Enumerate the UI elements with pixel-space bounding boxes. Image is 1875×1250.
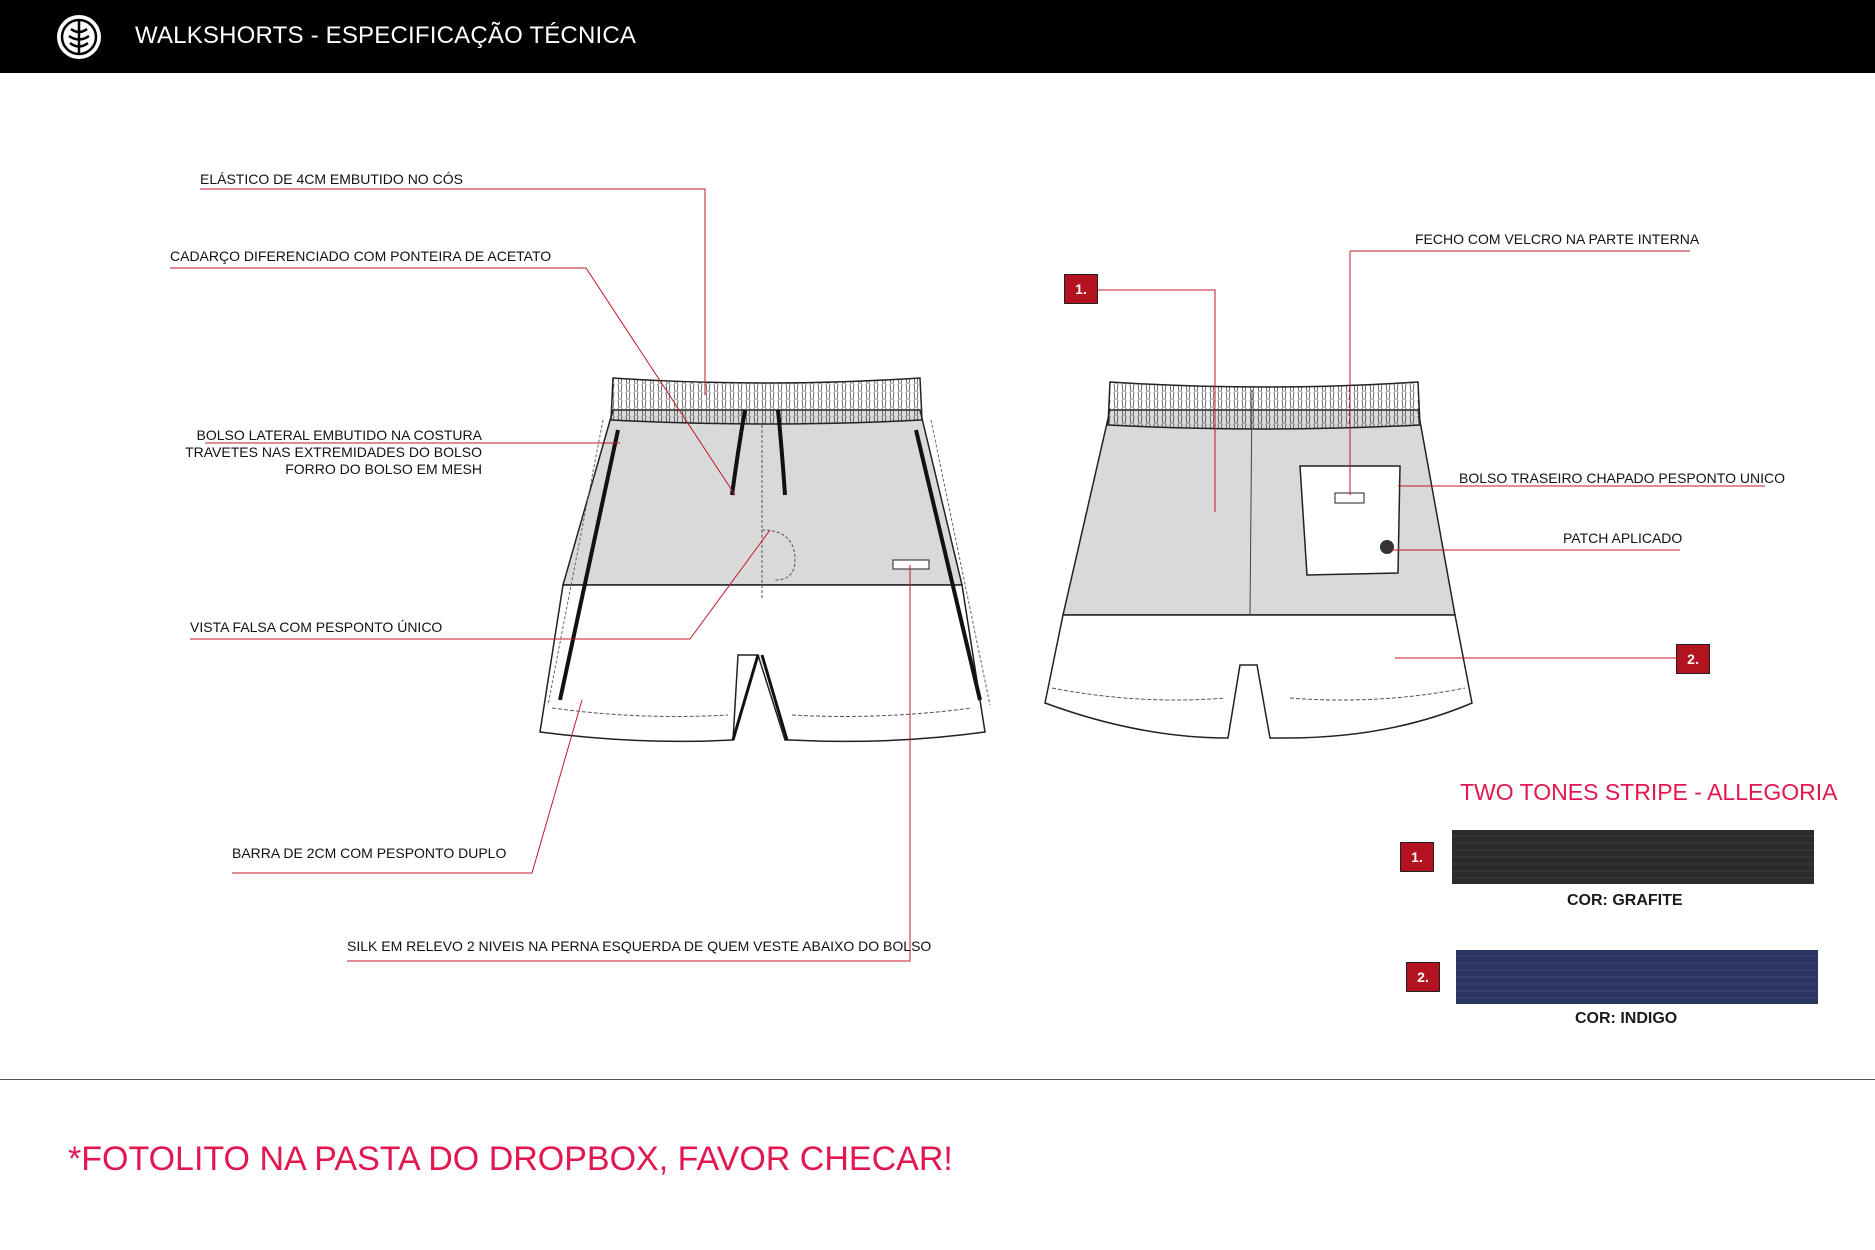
swatch-indigo: [1456, 950, 1818, 1004]
callout-hem: BARRA DE 2CM COM PESPONTO DUPLO: [232, 845, 507, 861]
callout-pocket-line3: FORRO DO BOLSO EM MESH: [285, 461, 482, 477]
callout-elastic: ELÁSTICO DE 4CM EMBUTIDO NO CÓS: [200, 171, 463, 187]
technical-drawing: [0, 73, 1875, 1080]
callout-silk: SILK EM RELEVO 2 NIVEIS NA PERNA ESQUERDA DE QUEM VESTE ABAIXO DO BOLSO: [347, 938, 932, 954]
fabric-title: TWO TONES STRIPE - ALLEGORIA: [1460, 779, 1838, 805]
element-tree-logo-icon: [55, 13, 103, 61]
swatch-grafite: [1452, 830, 1814, 884]
document-title: WALKSHORTS - ESPECIFICAÇÃO TÉCNICA: [135, 22, 637, 49]
swatch-badge-2: 2.: [1406, 962, 1440, 992]
front-view: [540, 378, 990, 741]
callout-pocket-line1: BOLSO LATERAL EMBUTIDO NA COSTURA: [196, 427, 482, 443]
swatch-label-indigo: COR: INDIGO: [1575, 1010, 1678, 1027]
callout-pocket-line2: TRAVETES NAS EXTREMIDADES DO BOLSO: [185, 444, 482, 460]
header-bar: [0, 0, 1875, 73]
callout-back-pocket: BOLSO TRASEIRO CHAPADO PESPONTO UNICO: [1459, 470, 1785, 486]
callout-fly: VISTA FALSA COM PESPONTO ÚNICO: [190, 619, 443, 635]
footer-divider: [0, 1079, 1875, 1080]
back-view: [1045, 382, 1472, 738]
callout-velcro: FECHO COM VELCRO NA PARTE INTERNA: [1415, 231, 1700, 247]
badge-1: 1.: [1064, 274, 1098, 304]
footer-note: *FOTOLITO NA PASTA DO DROPBOX, FAVOR CHECAR!: [68, 1140, 953, 1178]
badge-2: 2.: [1676, 644, 1710, 674]
callout-drawstring: CADARÇO DIFERENCIADO COM PONTEIRA DE ACETATO: [170, 248, 552, 264]
swatch-badge-1: 1.: [1400, 842, 1434, 872]
swatch-label-grafite: COR: GRAFITE: [1567, 892, 1683, 909]
callout-patch: PATCH APLICADO: [1563, 530, 1683, 546]
